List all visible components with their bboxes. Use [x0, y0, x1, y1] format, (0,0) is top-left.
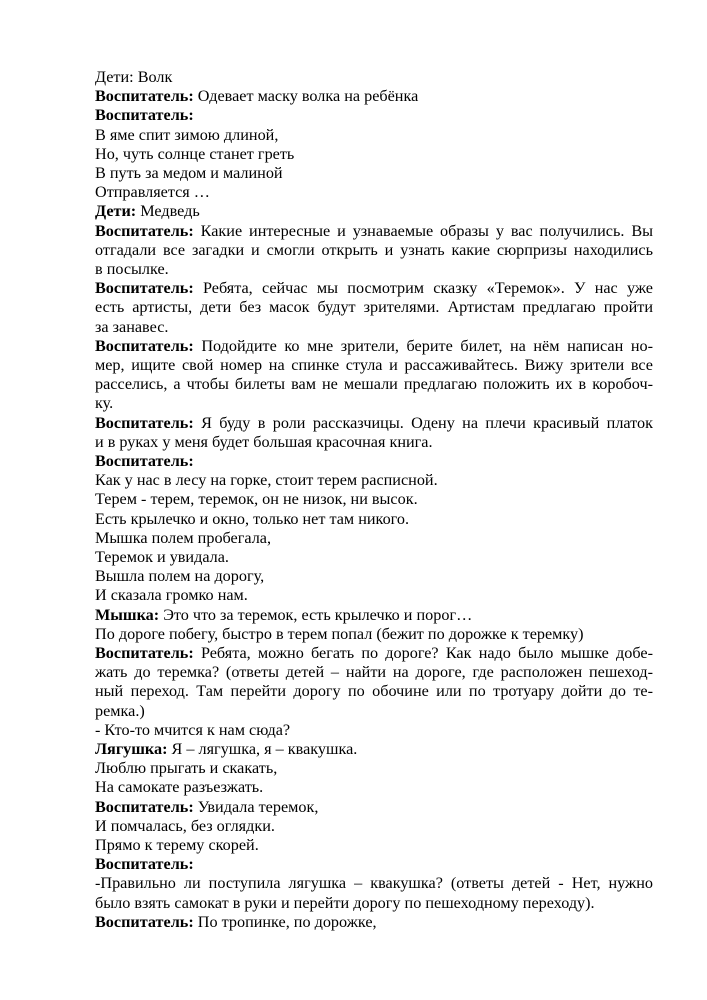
text-line [95, 567, 653, 586]
text-line [95, 87, 653, 106]
speaker-label: Воспитатель: [95, 221, 194, 240]
line-text: было взять самокат в руки и перейти дорогу по пешеходному переходу). [95, 893, 595, 912]
text-line [95, 836, 653, 855]
text-line [95, 68, 653, 87]
text-line [95, 126, 653, 145]
text-line [95, 414, 653, 433]
line-text: Это что за теремок, есть крылечко и порог… [159, 605, 473, 624]
line-text: ку. [95, 394, 114, 413]
speaker-label: Дети: [95, 202, 137, 221]
text-line [95, 778, 653, 797]
speaker-label: Мышка: [95, 605, 160, 624]
speaker-label: Воспитатель: [95, 912, 194, 931]
text-line [95, 183, 653, 202]
speaker-label: Воспитатель: [95, 336, 194, 355]
text-line [95, 855, 653, 874]
text-line [95, 913, 653, 932]
text-line [95, 164, 653, 183]
speaker-label: Лягушка: [95, 739, 168, 758]
line-text: Терем - терем, теремок, он не низок, ни высок. [95, 490, 418, 509]
text-line [95, 586, 653, 605]
text-line [95, 337, 653, 356]
line-text: расселись, а чтобы билеты вам не мешали предлагаю положить их в коробоч- [95, 375, 653, 394]
line-text: Какие интересные и узнаваемые образы у вас получились. Вы [193, 221, 653, 240]
text-line [95, 318, 653, 337]
text-line [95, 702, 653, 721]
text-line [95, 529, 653, 548]
line-text: Теремок и увидала. [95, 547, 229, 566]
line-text: В путь за медом и малиной [95, 164, 283, 183]
line-text: По тропинке, по дорожке, [193, 912, 377, 931]
line-text: И сказала громко нам. [95, 586, 248, 605]
line-text: жать до теремка? (ответы детей – найти на дороге, где расположен пешеход- [95, 663, 653, 682]
text-line [95, 606, 653, 625]
line-text: Подойдите ко мне зрители, берите билет, на нём написан но- [193, 336, 653, 355]
line-text: ремка.) [95, 701, 145, 720]
line-text: Я – лягушка, я – квакушка. [167, 739, 358, 758]
text-line [95, 241, 653, 260]
text-line [95, 202, 653, 221]
line-text: Увидала теремок, [193, 797, 319, 816]
line-text: Я буду в роли рассказчицы. Одену на плечи красивый платок [193, 413, 653, 432]
speaker-label: Воспитатель: [95, 413, 194, 432]
text-line [95, 759, 653, 778]
line-text: Отправляется … [95, 183, 210, 202]
line-text: Есть крылечко и окно, только нет там никого. [95, 509, 410, 528]
line-text: - Кто-то мчится к нам сюда? [95, 720, 291, 739]
text-line [95, 817, 653, 836]
text-line [95, 548, 653, 567]
line-text: в посылке. [95, 260, 169, 278]
speaker-label: Воспитатель: [95, 106, 194, 125]
text-line [95, 471, 653, 490]
speaker-label: Воспитатель: [95, 451, 194, 470]
line-text: Как у нас в лесу на горке, стоит терем расписной. [95, 471, 438, 490]
line-text: Одевает маску волка на ребёнка [193, 87, 419, 106]
speaker-label: Воспитатель: [95, 797, 194, 816]
line-text: Прямо к терему скорей. [95, 835, 259, 854]
text-line [95, 222, 653, 241]
text-line [95, 490, 653, 509]
speaker-label: Воспитатель: [95, 855, 194, 874]
line-text: Медведь [136, 202, 200, 221]
text-line [95, 721, 653, 740]
speaker-label: Воспитатель: [95, 87, 194, 106]
line-text: На самокате разъезжать. [95, 778, 264, 797]
text-line [95, 682, 653, 701]
text-line [95, 298, 653, 317]
text-block [95, 68, 653, 932]
line-text: есть артисты, дети без масок будут зрителями. Артистам предлагаю пройти [95, 298, 653, 317]
text-line [95, 260, 653, 279]
text-line [95, 106, 653, 125]
line-text: Дети: Волк [95, 68, 173, 86]
text-line [95, 625, 653, 644]
text-line [95, 798, 653, 817]
line-text: и в руках у меня будет большая красочная книга. [95, 432, 433, 451]
text-line [95, 874, 653, 893]
text-line [95, 394, 653, 413]
line-text: Но, чуть солнце станет греть [95, 144, 295, 163]
line-text: ный переход. Там перейти дорогу по обочине или по тротуару дойти до те- [95, 682, 653, 701]
text-line [95, 894, 653, 913]
speaker-label: Воспитатель: [95, 643, 194, 662]
text-line [95, 510, 653, 529]
text-line [95, 663, 653, 682]
line-text: мер, ищите свой номер на спинке стула и рассаживайтесь. Вижу зрители все [95, 355, 653, 374]
line-text: за занавес. [95, 317, 169, 336]
line-text: отгадали все загадки и смогли открыть и узнать какие сюрпризы находились [95, 240, 653, 259]
line-text: -Правильно ли поступила лягушка – квакушка? (ответы детей - Нет, нужно [95, 874, 653, 893]
line-text: Вышла полем на дорогу, [95, 567, 265, 586]
text-line [95, 452, 653, 471]
speaker-label: Воспитатель: [95, 279, 194, 298]
line-text: Ребята, можно бегать по дороге? Как надо было мышке добе- [193, 643, 653, 662]
line-text: По дороге побегу, быстро в терем попал (бежит по дорожке к теремку) [95, 624, 584, 643]
line-text: Мышка полем пробегала, [95, 528, 272, 547]
text-line [95, 740, 653, 759]
text-line [95, 145, 653, 164]
line-text: Ребята, сейчас мы посмотрим сказку «Теремок». У нас уже [193, 279, 653, 298]
text-line [95, 375, 653, 394]
text-line [95, 279, 653, 298]
text-line [95, 433, 653, 452]
text-line [95, 356, 653, 375]
line-text: В яме спит зимою длиной, [95, 125, 279, 144]
line-text: И помчалась, без оглядки. [95, 816, 275, 835]
text-line [95, 644, 653, 663]
line-text: Люблю прыгать и скакать, [95, 759, 278, 778]
